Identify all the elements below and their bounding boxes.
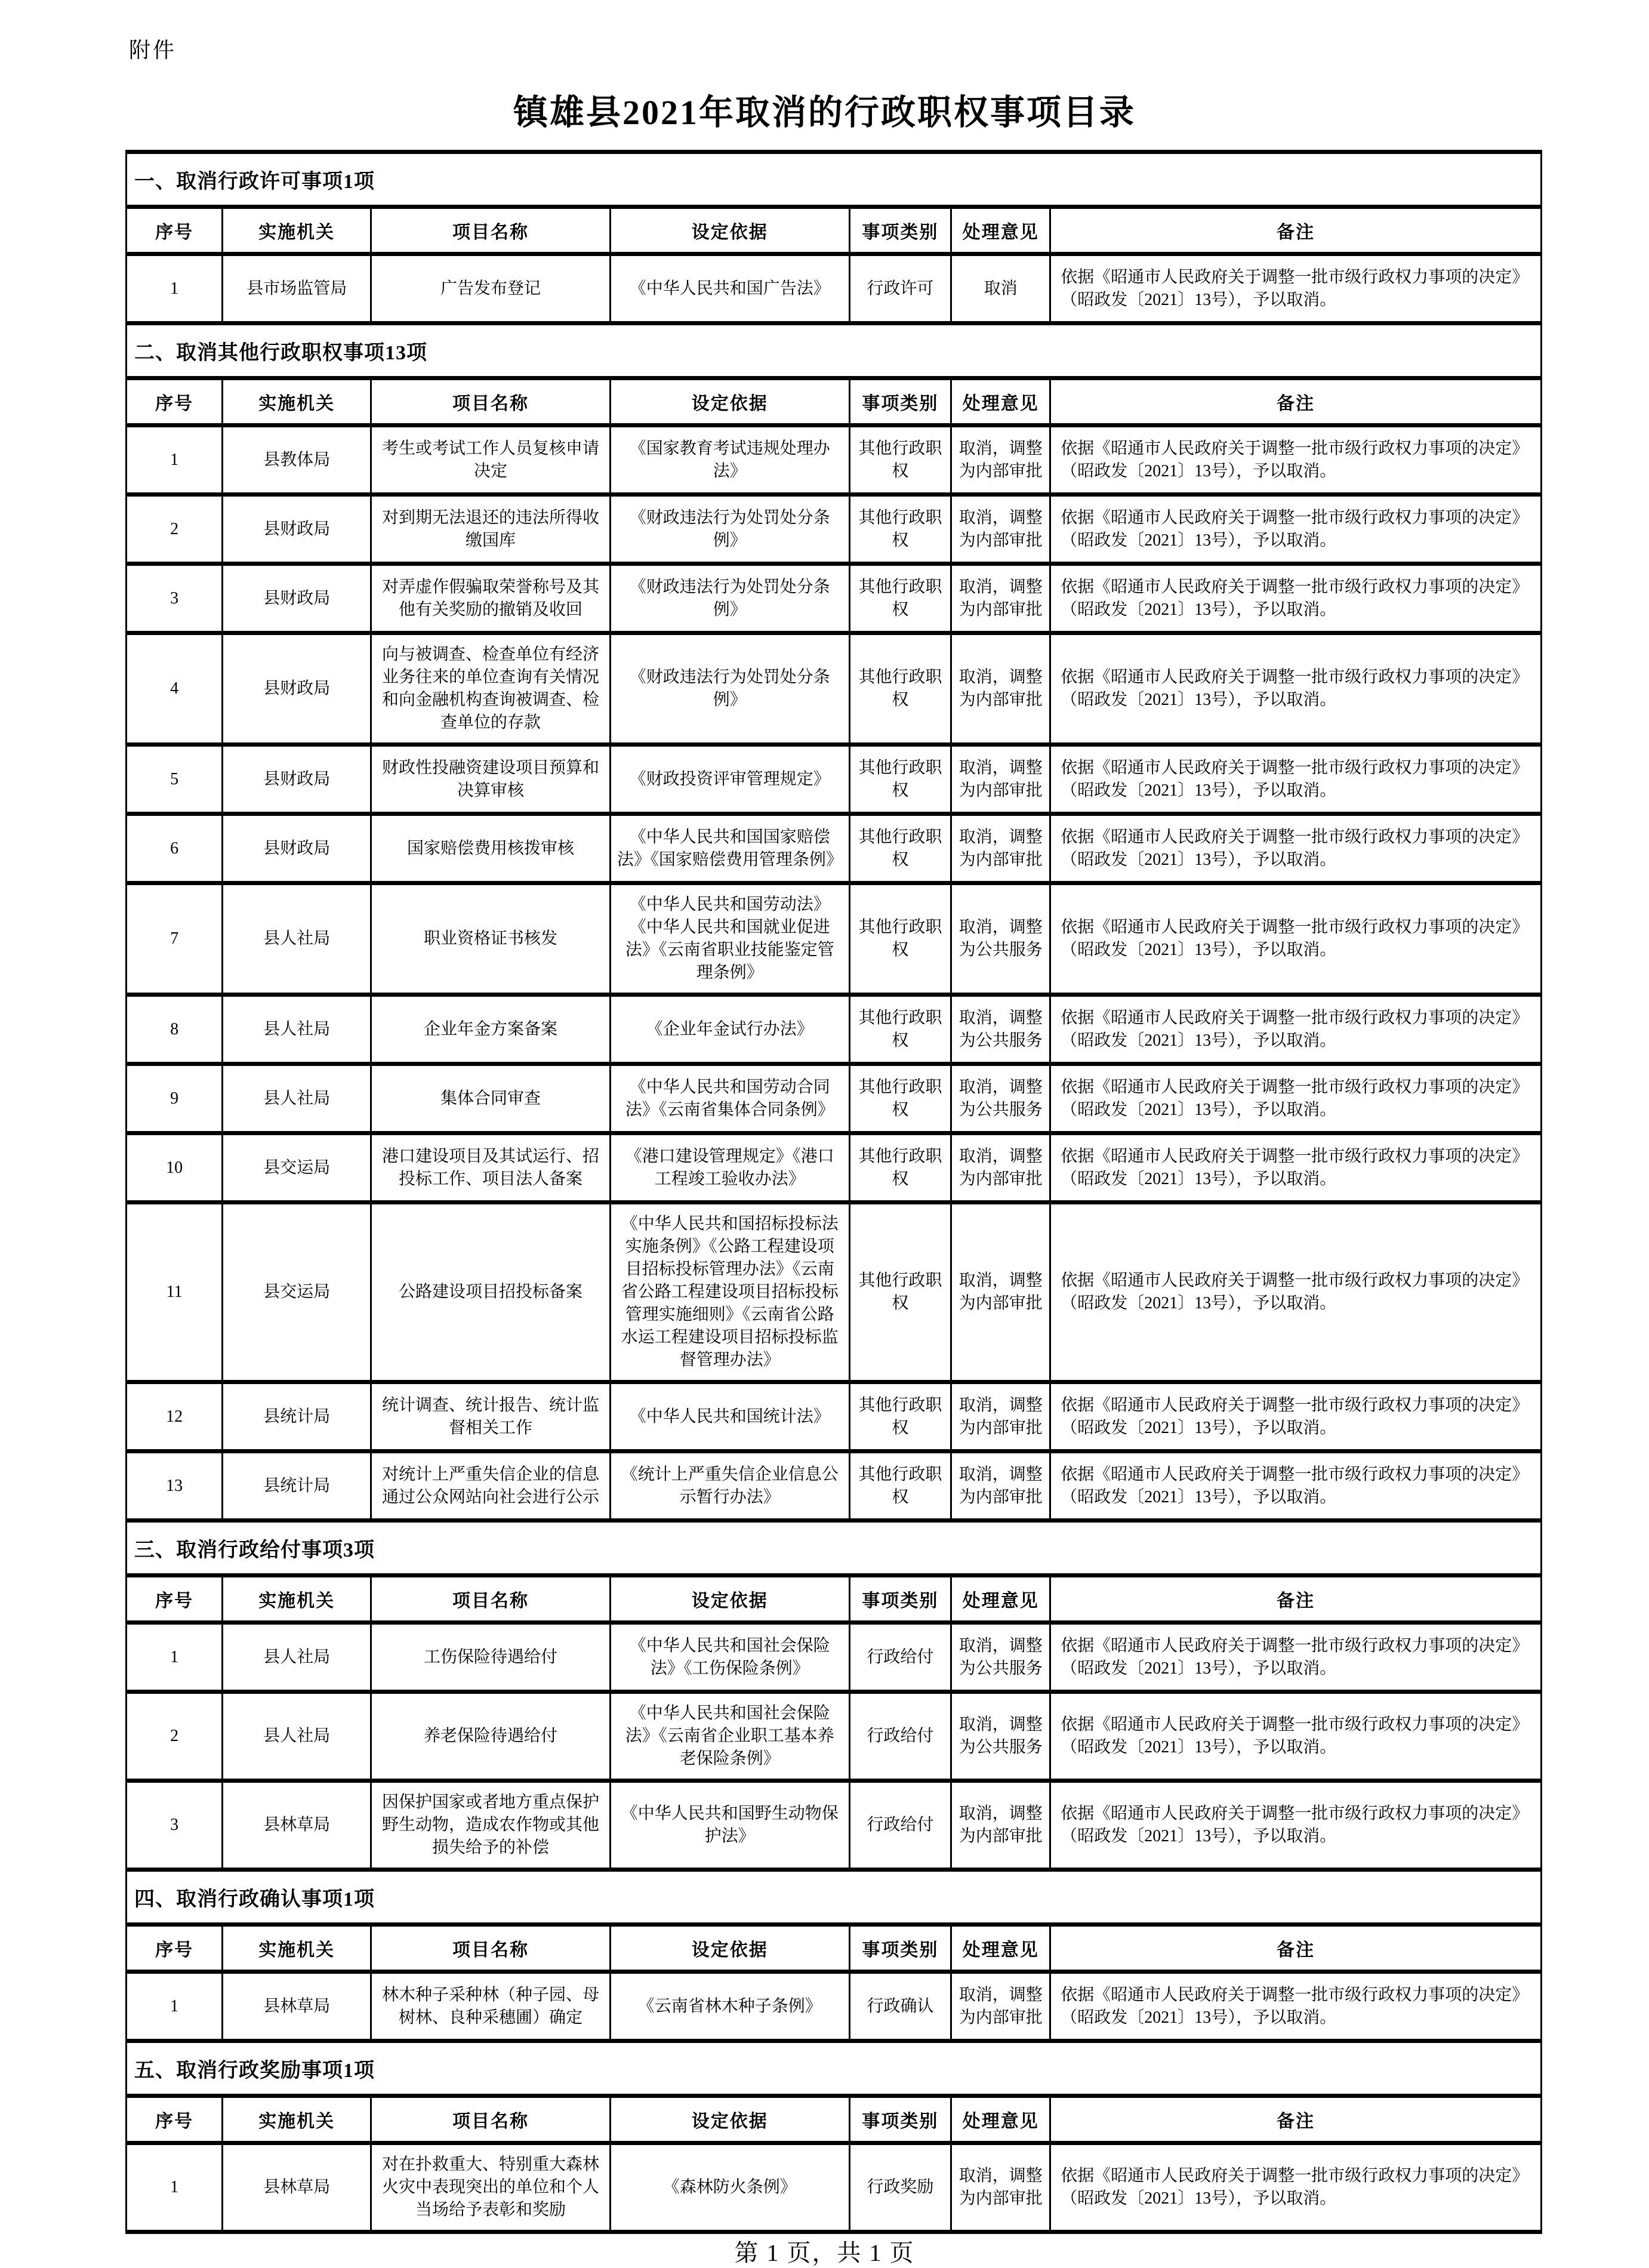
column-header-item-category: 事项类别 [849, 2096, 951, 2143]
column-header-remark: 备注 [1050, 378, 1542, 426]
cell-handling-opinion: 取消，调整为内部审批 [951, 1133, 1050, 1203]
cell-handling-opinion: 取消，调整为内部审批 [951, 564, 1050, 633]
cell-legal-basis: 《中华人民共和国野生动物保护法》 [610, 1781, 849, 1870]
cell-serial: 13 [127, 1452, 223, 1521]
cell-handling-opinion: 取消，调整为内部审批 [951, 1203, 1050, 1382]
table-row [127, 1781, 1542, 1870]
catalog-table [125, 150, 1542, 2234]
cell-handling-opinion: 取消，调整为内部审批 [951, 1452, 1050, 1521]
cell-project-name: 养老保险待遇给付 [371, 1692, 611, 1781]
section-row [127, 1870, 1542, 1925]
cell-remark: 依据《昭通市人民政府关于调整一批市级行政权力事项的决定》（昭政发〔2021〕13号），予以取消。 [1050, 1692, 1542, 1781]
column-header-remark: 备注 [1050, 207, 1542, 254]
cell-remark: 依据《昭通市人民政府关于调整一批市级行政权力事项的决定》（昭政发〔2021〕13号），予以取消。 [1050, 1203, 1542, 1382]
cell-project-name: 因保护国家或者地方重点保护野生动物，造成农作物或其他损失给予的补偿 [371, 1781, 611, 1870]
cell-handling-opinion: 取消，调整为内部审批 [951, 814, 1050, 883]
column-header-item-category: 事项类别 [849, 1925, 951, 1972]
column-header-item-category: 事项类别 [849, 207, 951, 254]
cell-legal-basis: 《港口建设管理规定》《港口工程竣工验收办法》 [610, 1133, 849, 1203]
section-row [127, 2041, 1542, 2096]
cell-remark: 依据《昭通市人民政府关于调整一批市级行政权力事项的决定》（昭政发〔2021〕13号），予以取消。 [1050, 1452, 1542, 1521]
cell-handling-opinion: 取消，调整为公共服务 [951, 995, 1050, 1064]
cell-agency: 县财政局 [223, 633, 371, 745]
cell-legal-basis: 《中华人民共和国社会保险法》《工伤保险条例》 [610, 1623, 849, 1692]
cell-item-category: 行政给付 [849, 1692, 951, 1781]
column-header-row [127, 2096, 1542, 2143]
cell-project-name: 对在扑救重大、特别重大森林火灾中表现突出的单位和个人当场给予表彰和奖励 [371, 2143, 611, 2232]
table-row [127, 1972, 1542, 2041]
column-header-item-category: 事项类别 [849, 1576, 951, 1623]
cell-project-name: 对弄虚作假骗取荣誉称号及其他有关奖励的撤销及收回 [371, 564, 611, 633]
cell-item-category: 其他行政职权 [849, 564, 951, 633]
cell-serial: 3 [127, 564, 223, 633]
column-header-serial: 序号 [127, 378, 223, 426]
cell-legal-basis: 《统计上严重失信企业信息公示暂行办法》 [610, 1452, 849, 1521]
cell-legal-basis: 《中华人民共和国广告法》 [610, 254, 849, 323]
column-header-remark: 备注 [1050, 2096, 1542, 2143]
column-header-agency: 实施机关 [223, 1576, 371, 1623]
cell-remark: 依据《昭通市人民政府关于调整一批市级行政权力事项的决定》（昭政发〔2021〕13号），予以取消。 [1050, 426, 1542, 495]
cell-project-name: 公路建设项目招投标备案 [371, 1203, 611, 1382]
column-header-agency: 实施机关 [223, 207, 371, 254]
cell-legal-basis: 《中华人民共和国社会保险法》《云南省企业职工基本养老保险条例》 [610, 1692, 849, 1781]
cell-item-category: 行政许可 [849, 254, 951, 323]
column-header-project-name: 项目名称 [371, 2096, 611, 2143]
section-heading: 五、取消行政奖励事项1项 [127, 2041, 1542, 2096]
column-header-row [127, 378, 1542, 426]
cell-serial: 10 [127, 1133, 223, 1203]
column-header-remark: 备注 [1050, 1576, 1542, 1623]
cell-project-name: 林木种子采种林（种子园、母树林、良种采穗圃）确定 [371, 1972, 611, 2041]
column-header-handling-opinion: 处理意见 [951, 1925, 1050, 1972]
column-header-row [127, 207, 1542, 254]
cell-remark: 依据《昭通市人民政府关于调整一批市级行政权力事项的决定》（昭政发〔2021〕13号），予以取消。 [1050, 995, 1542, 1064]
cell-item-category: 其他行政职权 [849, 426, 951, 495]
cell-project-name: 企业年金方案备案 [371, 995, 611, 1064]
table-row [127, 1203, 1542, 1382]
cell-item-category: 其他行政职权 [849, 1382, 951, 1452]
column-header-handling-opinion: 处理意见 [951, 378, 1050, 426]
table-row [127, 633, 1542, 745]
cell-agency: 县统计局 [223, 1452, 371, 1521]
cell-agency: 县人社局 [223, 1692, 371, 1781]
cell-remark: 依据《昭通市人民政府关于调整一批市级行政权力事项的决定》（昭政发〔2021〕13号），予以取消。 [1050, 1064, 1542, 1133]
section-row [127, 152, 1542, 207]
cell-handling-opinion: 取消，调整为内部审批 [951, 633, 1050, 745]
column-header-remark: 备注 [1050, 1925, 1542, 1972]
cell-serial: 11 [127, 1203, 223, 1382]
cell-agency: 县财政局 [223, 564, 371, 633]
column-header-serial: 序号 [127, 1576, 223, 1623]
table-row [127, 1623, 1542, 1692]
cell-legal-basis: 《企业年金试行办法》 [610, 995, 849, 1064]
column-header-handling-opinion: 处理意见 [951, 207, 1050, 254]
section-row [127, 323, 1542, 378]
cell-project-name: 统计调查、统计报告、统计监督相关工作 [371, 1382, 611, 1452]
column-header-agency: 实施机关 [223, 2096, 371, 2143]
cell-legal-basis: 《中华人民共和国劳动合同法》《云南省集体合同条例》 [610, 1064, 849, 1133]
cell-project-name: 广告发布登记 [371, 254, 611, 323]
cell-legal-basis: 《中华人民共和国统计法》 [610, 1382, 849, 1452]
table-row [127, 1382, 1542, 1452]
cell-remark: 依据《昭通市人民政府关于调整一批市级行政权力事项的决定》（昭政发〔2021〕13号），予以取消。 [1050, 1972, 1542, 2041]
page-title: 镇雄县2021年取消的行政职权事项目录 [513, 93, 1136, 132]
cell-agency: 县人社局 [223, 1064, 371, 1133]
column-header-project-name: 项目名称 [371, 378, 611, 426]
cell-legal-basis: 《中华人民共和国招标投标法实施条例》《公路工程建设项目招标投标管理办法》《云南省公路工程建设项目招标投标管理实施细则》《云南省公路水运工程建设项目招标投标监督管理办法》 [610, 1203, 849, 1382]
cell-project-name: 对统计上严重失信企业的信息通过公众网站向社会进行公示 [371, 1452, 611, 1521]
cell-project-name: 职业资格证书核发 [371, 883, 611, 995]
cell-serial: 1 [127, 254, 223, 323]
cell-remark: 依据《昭通市人民政府关于调整一批市级行政权力事项的决定》（昭政发〔2021〕13号），予以取消。 [1050, 883, 1542, 995]
cell-item-category: 行政给付 [849, 1781, 951, 1870]
table-row [127, 1064, 1542, 1133]
cell-agency: 县财政局 [223, 745, 371, 814]
cell-agency: 县财政局 [223, 814, 371, 883]
cell-agency: 县人社局 [223, 1623, 371, 1692]
column-header-legal-basis: 设定依据 [610, 1925, 849, 1972]
cell-legal-basis: 《财政违法行为处罚处分条例》 [610, 495, 849, 564]
cell-item-category: 其他行政职权 [849, 1064, 951, 1133]
cell-serial: 1 [127, 1972, 223, 2041]
column-header-row [127, 1576, 1542, 1623]
cell-agency: 县市场监管局 [223, 254, 371, 323]
cell-project-name: 财政性投融资建设项目预算和决算审核 [371, 745, 611, 814]
table-row [127, 1133, 1542, 1203]
section-heading: 三、取消行政给付事项3项 [127, 1521, 1542, 1576]
column-header-serial: 序号 [127, 2096, 223, 2143]
cell-handling-opinion: 取消，调整为内部审批 [951, 426, 1050, 495]
table-row [127, 1452, 1542, 1521]
cell-serial: 1 [127, 1623, 223, 1692]
cell-legal-basis: 《森林防火条例》 [610, 2143, 849, 2232]
column-header-handling-opinion: 处理意见 [951, 1576, 1050, 1623]
table-row [127, 2143, 1542, 2232]
cell-serial: 9 [127, 1064, 223, 1133]
cell-remark: 依据《昭通市人民政府关于调整一批市级行政权力事项的决定》（昭政发〔2021〕13号），予以取消。 [1050, 1133, 1542, 1203]
column-header-project-name: 项目名称 [371, 1576, 611, 1623]
cell-serial: 12 [127, 1382, 223, 1452]
table-row [127, 883, 1542, 995]
column-header-project-name: 项目名称 [371, 207, 611, 254]
cell-item-category: 行政给付 [849, 1623, 951, 1692]
cell-agency: 县人社局 [223, 995, 371, 1064]
cell-item-category: 其他行政职权 [849, 814, 951, 883]
cell-handling-opinion: 取消，调整为内部审批 [951, 745, 1050, 814]
cell-legal-basis: 《云南省林木种子条例》 [610, 1972, 849, 2041]
table-row [127, 564, 1542, 633]
cell-agency: 县教体局 [223, 426, 371, 495]
table-row [127, 1692, 1542, 1781]
cell-item-category: 其他行政职权 [849, 633, 951, 745]
column-header-legal-basis: 设定依据 [610, 2096, 849, 2143]
cell-legal-basis: 《中华人民共和国劳动法》《中华人民共和国就业促进法》《云南省职业技能鉴定管理条例》 [610, 883, 849, 995]
column-header-agency: 实施机关 [223, 1925, 371, 1972]
attachment-label: 附件 [129, 38, 177, 62]
cell-legal-basis: 《中华人民共和国国家赔偿法》《国家赔偿费用管理条例》 [610, 814, 849, 883]
table-row [127, 745, 1542, 814]
cell-remark: 依据《昭通市人民政府关于调整一批市级行政权力事项的决定》（昭政发〔2021〕13号），予以取消。 [1050, 254, 1542, 323]
cell-item-category: 其他行政职权 [849, 1203, 951, 1382]
cell-handling-opinion: 取消 [951, 254, 1050, 323]
cell-project-name: 对到期无法退还的违法所得收缴国库 [371, 495, 611, 564]
cell-agency: 县林草局 [223, 1972, 371, 2041]
cell-remark: 依据《昭通市人民政府关于调整一批市级行政权力事项的决定》（昭政发〔2021〕13号），予以取消。 [1050, 495, 1542, 564]
cell-serial: 2 [127, 495, 223, 564]
cell-legal-basis: 《财政违法行为处罚处分条例》 [610, 564, 849, 633]
cell-agency: 县财政局 [223, 495, 371, 564]
table-row [127, 995, 1542, 1064]
cell-item-category: 其他行政职权 [849, 995, 951, 1064]
cell-remark: 依据《昭通市人民政府关于调整一批市级行政权力事项的决定》（昭政发〔2021〕13号），予以取消。 [1050, 745, 1542, 814]
cell-handling-opinion: 取消，调整为公共服务 [951, 1064, 1050, 1133]
cell-agency: 县林草局 [223, 1781, 371, 1870]
cell-item-category: 其他行政职权 [849, 495, 951, 564]
column-header-project-name: 项目名称 [371, 1925, 611, 1972]
cell-legal-basis: 《国家教育考试违规处理办法》 [610, 426, 849, 495]
cell-remark: 依据《昭通市人民政府关于调整一批市级行政权力事项的决定》（昭政发〔2021〕13号），予以取消。 [1050, 814, 1542, 883]
section-heading: 一、取消行政许可事项1项 [127, 152, 1542, 207]
cell-serial: 1 [127, 2143, 223, 2232]
cell-serial: 1 [127, 426, 223, 495]
cell-serial: 7 [127, 883, 223, 995]
column-header-serial: 序号 [127, 207, 223, 254]
cell-serial: 3 [127, 1781, 223, 1870]
cell-remark: 依据《昭通市人民政府关于调整一批市级行政权力事项的决定》（昭政发〔2021〕13号），予以取消。 [1050, 1781, 1542, 1870]
cell-serial: 4 [127, 633, 223, 745]
section-heading: 四、取消行政确认事项1项 [127, 1870, 1542, 1925]
cell-agency: 县交运局 [223, 1203, 371, 1382]
cell-remark: 依据《昭通市人民政府关于调整一批市级行政权力事项的决定》（昭政发〔2021〕13号），予以取消。 [1050, 1623, 1542, 1692]
cell-project-name: 港口建设项目及其试运行、招投标工作、项目法人备案 [371, 1133, 611, 1203]
cell-serial: 6 [127, 814, 223, 883]
cell-handling-opinion: 取消，调整为公共服务 [951, 1623, 1050, 1692]
cell-legal-basis: 《财政投资评审管理规定》 [610, 745, 849, 814]
cell-project-name: 向与被调查、检查单位有经济业务往来的单位查询有关情况和向金融机构查询被调查、检查单位的存款 [371, 633, 611, 745]
cell-project-name: 集体合同审查 [371, 1064, 611, 1133]
cell-item-category: 其他行政职权 [849, 1452, 951, 1521]
cell-handling-opinion: 取消，调整为内部审批 [951, 2143, 1050, 2232]
cell-agency: 县人社局 [223, 883, 371, 995]
table-row [127, 254, 1542, 323]
cell-legal-basis: 《财政违法行为处罚处分条例》 [610, 633, 849, 745]
cell-agency: 县交运局 [223, 1133, 371, 1203]
cell-handling-opinion: 取消，调整为内部审批 [951, 1382, 1050, 1452]
section-heading: 二、取消其他行政职权事项13项 [127, 323, 1542, 378]
section-row [127, 1521, 1542, 1576]
column-header-legal-basis: 设定依据 [610, 207, 849, 254]
cell-remark: 依据《昭通市人民政府关于调整一批市级行政权力事项的决定》（昭政发〔2021〕13号），予以取消。 [1050, 2143, 1542, 2232]
cell-serial: 2 [127, 1692, 223, 1781]
column-header-agency: 实施机关 [223, 378, 371, 426]
cell-remark: 依据《昭通市人民政府关于调整一批市级行政权力事项的决定》（昭政发〔2021〕13号），予以取消。 [1050, 633, 1542, 745]
cell-remark: 依据《昭通市人民政府关于调整一批市级行政权力事项的决定》（昭政发〔2021〕13号），予以取消。 [1050, 1382, 1542, 1452]
cell-serial: 5 [127, 745, 223, 814]
table-row [127, 495, 1542, 564]
column-header-row [127, 1925, 1542, 1972]
cell-handling-opinion: 取消，调整为公共服务 [951, 883, 1050, 995]
cell-handling-opinion: 取消，调整为内部审批 [951, 1972, 1050, 2041]
cell-project-name: 国家赔偿费用核拨审核 [371, 814, 611, 883]
cell-agency: 县林草局 [223, 2143, 371, 2232]
cell-item-category: 其他行政职权 [849, 1133, 951, 1203]
cell-item-category: 行政奖励 [849, 2143, 951, 2232]
column-header-handling-opinion: 处理意见 [951, 2096, 1050, 2143]
cell-project-name: 考生或考试工作人员复核申请决定 [371, 426, 611, 495]
cell-handling-opinion: 取消，调整为公共服务 [951, 1692, 1050, 1781]
cell-item-category: 其他行政职权 [849, 883, 951, 995]
cell-project-name: 工伤保险待遇给付 [371, 1623, 611, 1692]
page-number: 第 1 页，共 1 页 [734, 2239, 915, 2266]
cell-agency: 县统计局 [223, 1382, 371, 1452]
table-row [127, 426, 1542, 495]
column-header-serial: 序号 [127, 1925, 223, 1972]
cell-serial: 8 [127, 995, 223, 1064]
cell-handling-opinion: 取消，调整为内部审批 [951, 495, 1050, 564]
cell-remark: 依据《昭通市人民政府关于调整一批市级行政权力事项的决定》（昭政发〔2021〕13号），予以取消。 [1050, 564, 1542, 633]
table-row [127, 814, 1542, 883]
cell-handling-opinion: 取消，调整为内部审批 [951, 1781, 1050, 1870]
cell-item-category: 其他行政职权 [849, 745, 951, 814]
cell-item-category: 行政确认 [849, 1972, 951, 2041]
column-header-item-category: 事项类别 [849, 378, 951, 426]
column-header-legal-basis: 设定依据 [610, 378, 849, 426]
column-header-legal-basis: 设定依据 [610, 1576, 849, 1623]
